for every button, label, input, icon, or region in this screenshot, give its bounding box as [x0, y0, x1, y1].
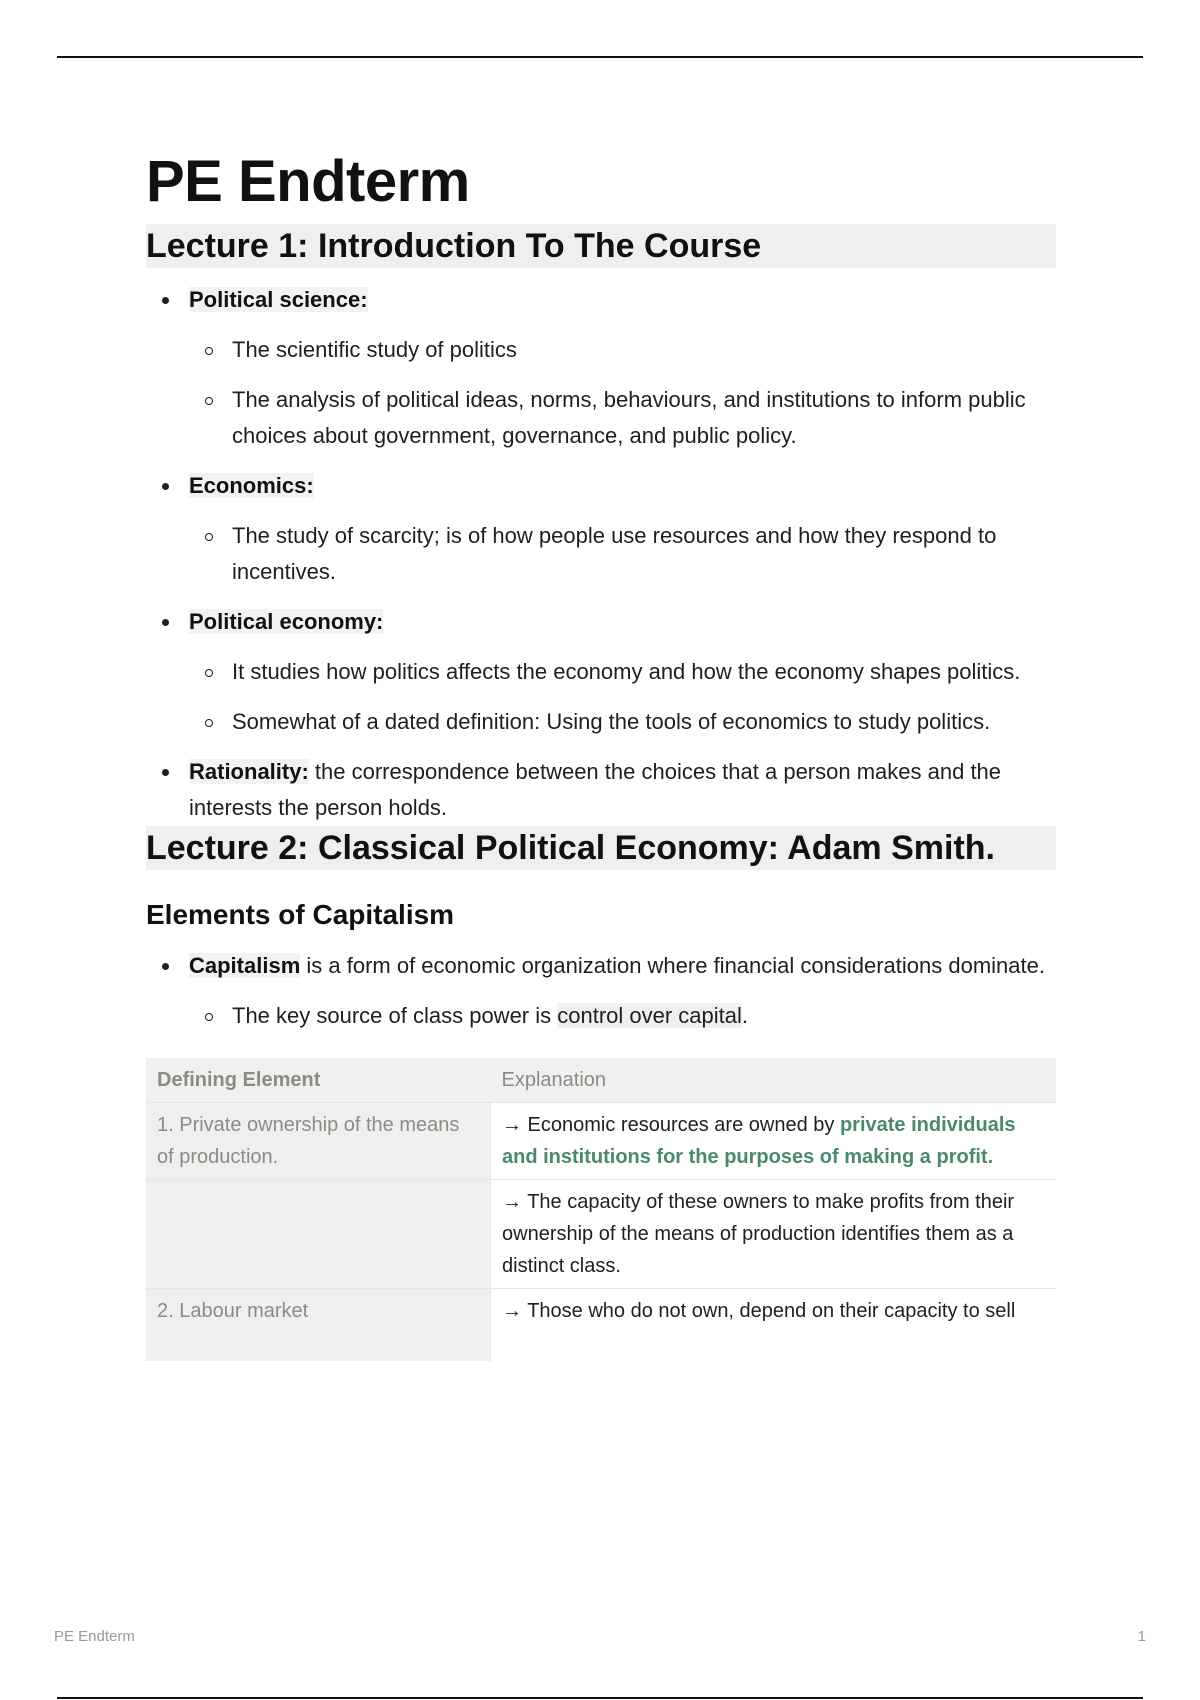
table-header: Explanation: [491, 1058, 1057, 1103]
table-cell: → The capacity of these owners to make profits from their ownership of the means of production identifies them as a distinct class.: [491, 1180, 1057, 1289]
highlighted-text: control over capital: [557, 1003, 742, 1028]
list-item: The analysis of political ideas, norms, behaviours, and institutions to inform public choices about government, governance, and public policy.: [189, 382, 1056, 454]
top-rule: [57, 56, 1143, 58]
page-content: [146, 140, 1056, 1361]
capitalism-elements-table: [146, 1058, 1056, 1361]
table-cell: [491, 1103, 1057, 1180]
list-item: It studies how politics affects the economy and how the economy shapes politics.: [189, 654, 1056, 690]
lecture-2-heading: Lecture 2: Classical Political Economy: Adam Smith.: [146, 826, 1056, 870]
footer-doc-title: PE Endterm: [54, 1628, 135, 1645]
footer-page-number: 1: [1137, 1628, 1146, 1645]
table-cell: [146, 1180, 491, 1289]
list-item-economics: [146, 468, 1056, 590]
page-title: PE Endterm: [146, 149, 470, 214]
list-item-capitalism: [146, 948, 1056, 1034]
table-row: [146, 1103, 1056, 1180]
list-item: The study of scarcity; is of how people use resources and how they respond to incentives.: [189, 518, 1056, 590]
term-capitalism: Capitalism: [189, 953, 301, 978]
sublist: [146, 654, 1056, 740]
text-fragment: .: [741, 1003, 749, 1028]
term-rationality: Rationality:: [189, 759, 309, 784]
bottom-rule: [57, 1697, 1143, 1699]
term-political-science: Political science:: [189, 287, 368, 312]
sublist: [146, 332, 1056, 454]
lecture-1-heading: Lecture 1: Introduction To The Course: [146, 224, 1056, 268]
table-cell: 1. Private ownership of the means of production.: [146, 1103, 491, 1180]
table-cell: → Those who do not own, depend on their capacity to sell: [502, 1300, 1016, 1322]
table-header-row: [146, 1058, 1056, 1103]
list-item: Somewhat of a dated definition: Using the tools of economics to study politics.: [189, 704, 1056, 740]
capitalism-definition: is a form of economic organization where financial considerations dominate.: [300, 953, 1045, 978]
table-row: [146, 1289, 1056, 1362]
lecture-1-list: [146, 282, 1056, 826]
sublist: [146, 998, 1056, 1034]
term-political-economy: Political economy:: [189, 609, 384, 634]
table-row: [146, 1180, 1056, 1289]
table-cell: 2. Labour market: [146, 1289, 491, 1362]
term-economics: Economics:: [189, 473, 314, 498]
emphasis-text: private individuals and institutions for the purposes of making a profit.: [502, 1114, 1016, 1168]
text-fragment: → Economic resources are owned by: [502, 1114, 840, 1136]
list-item-rationality: [146, 754, 1056, 826]
list-item-political-economy: [146, 604, 1056, 740]
text-fragment: The key source of class power is: [232, 1003, 558, 1028]
rationality-definition: the correspondence between the choices that a person makes and the interests the person holds.: [189, 759, 1002, 820]
capitalism-list: [146, 948, 1056, 1034]
section-heading: Elements of Capitalism: [146, 899, 455, 930]
table-header: Defining Element: [146, 1058, 491, 1103]
list-item: The scientific study of politics: [189, 332, 1056, 368]
sublist: [146, 518, 1056, 590]
list-item: [189, 998, 1056, 1034]
list-item-political-science: [146, 282, 1056, 454]
